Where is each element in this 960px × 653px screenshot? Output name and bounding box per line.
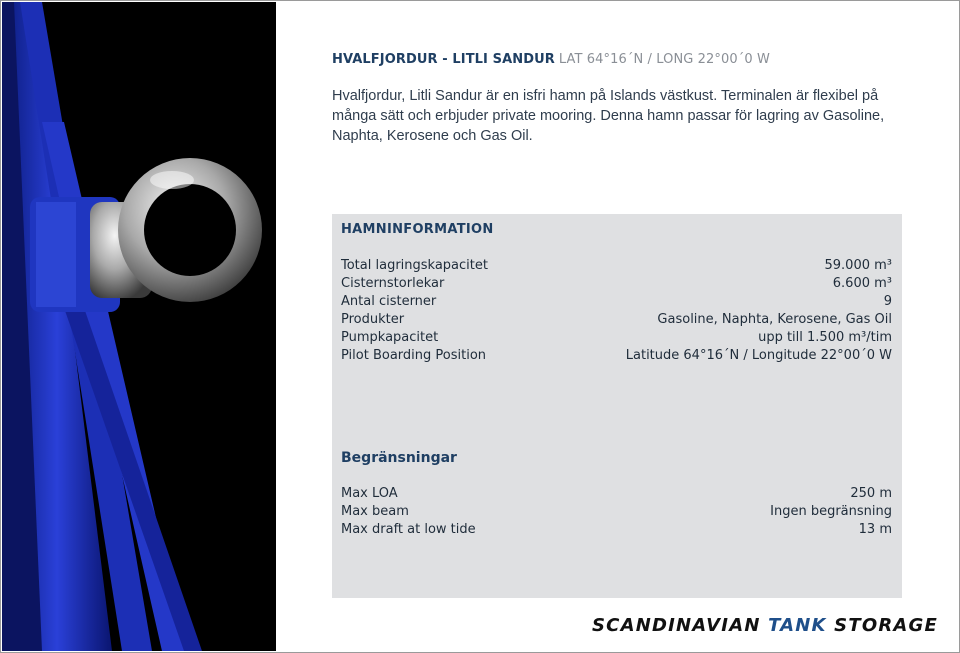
eye-bolt-photo bbox=[2, 2, 276, 651]
table-row bbox=[341, 503, 892, 521]
table-row bbox=[341, 347, 892, 365]
row-label: Antal cisterner bbox=[341, 294, 437, 309]
table-row bbox=[341, 521, 892, 539]
harbour-info-title: HAMNINFORMATION bbox=[341, 222, 494, 237]
row-label: Max draft at low tide bbox=[341, 522, 476, 537]
heading-coordinates: LAT 64°16´N / LONG 22°00´0 W bbox=[558, 52, 770, 67]
row-value: 9 bbox=[883, 294, 892, 309]
intro-paragraph: Hvalfjordur, Litli Sandur är en isfri hamn på Islands västkust. Terminalen är flexibel på många sätt och erbjuder private mooring. Denna hamn passar för lagring av Gasoline, Naphta, Kerosene och Gas Oil. bbox=[332, 88, 885, 144]
row-label: Total lagringskapacitet bbox=[341, 258, 488, 273]
row-value: upp till 1.500 m³/tim bbox=[758, 330, 892, 345]
harbour-info-table bbox=[341, 257, 892, 365]
row-label: Produkter bbox=[341, 312, 405, 327]
row-label: Pilot Boarding Position bbox=[341, 348, 487, 363]
row-value: 59.000 m³ bbox=[824, 258, 892, 273]
limits-title: Begränsningar bbox=[341, 450, 457, 466]
row-label: Pumpkapacitet bbox=[341, 330, 439, 345]
logo-word-1: SCANDINAVIAN bbox=[592, 615, 761, 636]
logo-word-3: STORAGE bbox=[834, 615, 938, 636]
info-panel bbox=[332, 214, 902, 598]
table-row bbox=[341, 257, 892, 275]
heading-title: HVALFJORDUR - LITLI SANDUR bbox=[332, 52, 555, 67]
row-value: 250 m bbox=[850, 486, 892, 501]
logo-word-2: TANK bbox=[768, 615, 827, 636]
row-label: Cisternstorlekar bbox=[341, 276, 445, 291]
company-logo bbox=[592, 615, 938, 636]
row-value: Gasoline, Naphta, Kerosene, Gas Oil bbox=[657, 312, 892, 327]
row-value: Latitude 64°16´N / Longitude 22°00´0 W bbox=[625, 348, 892, 363]
table-row bbox=[341, 485, 892, 503]
page-heading bbox=[332, 52, 770, 67]
row-label: Max LOA bbox=[341, 486, 398, 501]
table-row bbox=[341, 311, 892, 329]
row-value: 6.600 m³ bbox=[832, 276, 892, 291]
limits-table bbox=[341, 485, 892, 539]
row-value: 13 m bbox=[858, 522, 892, 537]
row-label: Max beam bbox=[341, 504, 409, 519]
table-row bbox=[341, 275, 892, 293]
row-value: Ingen begränsning bbox=[770, 504, 892, 519]
table-row bbox=[341, 293, 892, 311]
table-row bbox=[341, 329, 892, 347]
